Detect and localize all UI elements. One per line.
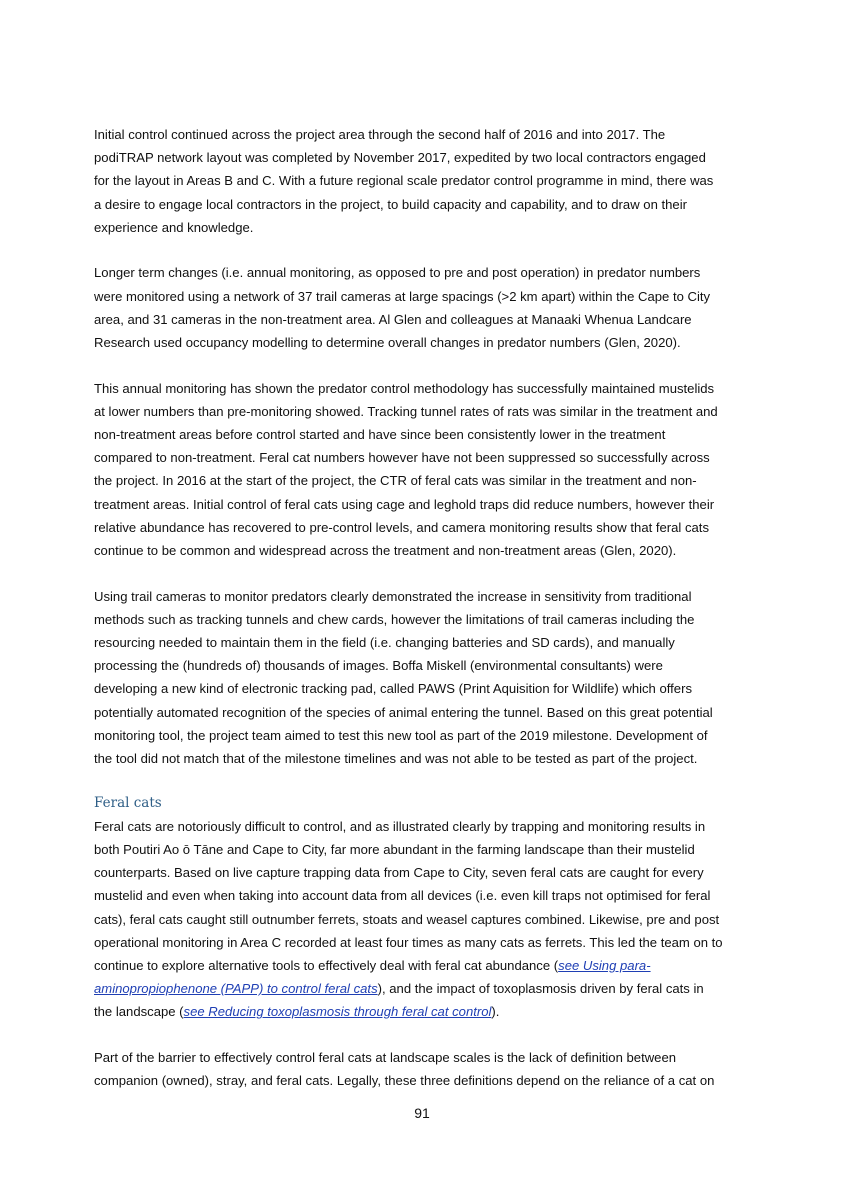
text-line: podiTRAP network layout was completed by November 2017, expedited by two local contractors engaged: [94, 150, 706, 166]
document-body: [94, 123, 754, 1092]
text-segment: ).: [491, 1004, 500, 1020]
text-line: This annual monitoring has shown the predator control methodology has successfully maintained mustelids: [94, 380, 715, 396]
text-line-with-link: [94, 954, 754, 977]
text-segment: ), and the impact of toxoplasmosis driven by feral cats in: [377, 981, 704, 997]
text-line: Part of the barrier to effectively control feral cats at landscape scales is the lack of definition between: [94, 1050, 677, 1066]
text-line: operational monitoring in Area C recorded at least four times as many cats as ferrets. This led the team on to: [94, 934, 723, 950]
text-line: processing the (hundreds of) thousands of images. Boffa Miskell (environmental consultants) were: [94, 658, 663, 674]
page-number: 91: [414, 1105, 430, 1121]
text-line-with-link: [94, 1000, 754, 1023]
text-line: at lower numbers than pre-monitoring showed. Tracking tunnel rates of rats was similar in the treatment and: [94, 403, 718, 419]
text-line: Research used occupancy modelling to determine overall changes in predator numbers (Glen, 2020).: [94, 335, 681, 350]
text-line: Longer term changes (i.e. annual monitoring, as opposed to pre and post operation) in predator numbers: [94, 265, 701, 281]
link-papp-feral-cats[interactable]: see Using para-: [558, 958, 651, 973]
link-papp-feral-cats-continued[interactable]: aminopropiophenone (PAPP) to control feral cats: [94, 981, 378, 997]
paragraph-gap: [94, 562, 754, 585]
paragraph-longer-term-changes: [94, 261, 754, 354]
text-line: area, and 31 cameras in the non-treatment area. Al Glen and colleagues at Manaaki Whenua Landcare: [94, 311, 692, 327]
text-line: a desire to engage local contractors in the project, to build capacity and capability, and to draw on their: [94, 196, 687, 212]
text-segment: the landscape (: [94, 1004, 184, 1020]
text-line: both Poutiri Ao ō Tāne and Cape to City, far more abundant in the farming landscape than their mustelid: [94, 842, 695, 858]
paragraph-feral-cats: [94, 815, 754, 1024]
paragraph-initial-control: [94, 123, 754, 239]
paragraph-gap: [94, 770, 754, 793]
text-line: for the layout in Areas B and C. With a future regional scale predator control programme in mind, there was: [94, 173, 714, 189]
text-line: companion (owned), stray, and feral cats. Legally, these three definitions depend on the reliance of a cat on: [94, 1073, 715, 1089]
text-line: relative abundance has recovered to pre-control levels, and camera monitoring results show that feral cats: [94, 519, 709, 535]
text-line: continue to be common and widespread across the treatment and non-treatment areas (Glen, 2020).: [94, 543, 677, 558]
text-line: mustelid and even when taking into account data from all devices (i.e. even kill traps not optimised for feral: [94, 888, 711, 904]
section-heading-feral-cats: Feral cats: [94, 794, 162, 811]
text-line: counterparts. Based on live capture trapping data from Cape to City, seven feral cats are caught for every: [94, 865, 704, 881]
paragraph-annual-monitoring: [94, 377, 754, 563]
text-line: monitoring tool, the project team aimed to test this new tool as part of the 2019 milestone. Development of: [94, 727, 708, 743]
text-line: experience and knowledge.: [94, 219, 254, 235]
text-line: Feral cats are notoriously difficult to control, and as illustrated clearly by trapping and monitoring results in: [94, 818, 706, 834]
text-line: cats), feral cats caught still outnumber ferrets, stoats and weasel captures combined. Likewise, pre and post: [94, 911, 720, 927]
paragraph-gap: [94, 239, 754, 262]
text-line: potentially automated recognition of the species of animal entering the tunnel. Based on this great potential: [94, 704, 713, 720]
paragraph-trail-cameras: [94, 585, 754, 771]
paragraph-gap: [94, 354, 754, 377]
text-line: methods such as tracking tunnels and chew cards, however the limitations of trail cameras including the: [94, 611, 695, 627]
text-line: resourcing needed to maintain them in the field (i.e. changing batteries and SD cards), and manually: [94, 635, 675, 651]
text-line: the tool did not match that of the milestone timelines and was not able to be tested as part of the project.: [94, 751, 698, 766]
text-line: were monitored using a network of 37 trail cameras at large spacings (>2 km apart) within the Cape to City: [94, 288, 711, 304]
text-line: compared to non-treatment. Feral cat numbers however have not been suppressed so successfully across: [94, 450, 710, 466]
paragraph-gap: [94, 1024, 754, 1047]
text-line: the project. In 2016 at the start of the project, the CTR of feral cats was similar in the treatment and non-: [94, 473, 697, 489]
text-segment: continue to explore alternative tools to effectively deal with feral cat abundance (: [94, 958, 559, 973]
text-line: Initial control continued across the project area through the second half of 2016 and into 2017. The: [94, 127, 666, 142]
text-line: developing a new kind of electronic tracking pad, called PAWS (Print Aquisition for Wildlife) which offers: [94, 681, 692, 697]
text-line: non-treatment areas before control started and have since been consistently lower in the treatment: [94, 427, 666, 443]
link-toxoplasmosis[interactable]: see Reducing toxoplasmosis through feral cat control: [183, 1004, 492, 1020]
text-line: Using trail cameras to monitor predators clearly demonstrated the increase in sensitivity from traditional: [94, 588, 692, 604]
paragraph-barrier-definitions: [94, 1046, 754, 1092]
text-line: treatment areas. Initial control of feral cats using cage and leghold traps did reduce numbers, however their: [94, 496, 715, 512]
text-line-with-link: [94, 977, 754, 1000]
